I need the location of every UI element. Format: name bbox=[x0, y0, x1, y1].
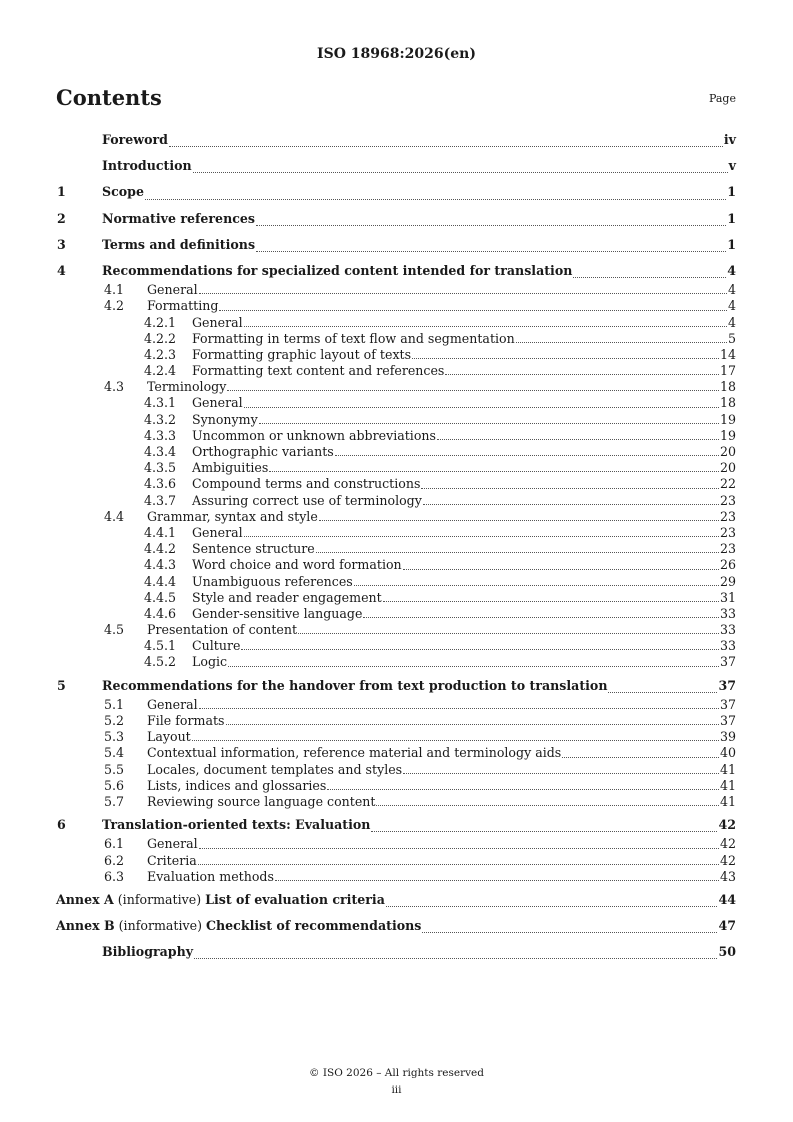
toc-entry-title: Criteria bbox=[147, 852, 197, 868]
annex-title: List of evaluation criteria bbox=[205, 891, 385, 907]
toc-entry-page: 23 bbox=[719, 541, 736, 557]
toc-entry-page: 42 bbox=[718, 817, 736, 833]
toc-entry-number: 4.3.6 bbox=[144, 476, 177, 492]
toc-entry-page: 41 bbox=[719, 777, 736, 793]
toc-entry-title bbox=[56, 888, 385, 911]
toc-dot-leader bbox=[319, 509, 719, 521]
toc-entry-title bbox=[56, 914, 421, 937]
toc-entry-page: 4 bbox=[727, 314, 736, 330]
toc-entry-title: Sentence structure bbox=[192, 541, 315, 557]
toc-dot-leader bbox=[383, 590, 719, 602]
annex-label: Annex B bbox=[56, 918, 115, 934]
toc-dot-leader bbox=[573, 259, 726, 278]
toc-entry-page: 20 bbox=[719, 460, 736, 476]
toc-dot-leader bbox=[327, 778, 719, 790]
toc-entry[interactable] bbox=[56, 778, 736, 794]
toc-entry[interactable] bbox=[56, 541, 736, 557]
toc-entry-title: Presentation of content bbox=[147, 622, 298, 638]
toc-entry-number: 4.2.1 bbox=[144, 314, 177, 330]
toc-entry-page: 23 bbox=[719, 492, 736, 508]
toc-entry-number: 1 bbox=[57, 184, 66, 200]
toc-entry[interactable] bbox=[56, 509, 736, 525]
toc-dot-leader bbox=[437, 428, 719, 440]
toc-entry-page: 1 bbox=[727, 184, 736, 200]
toc-entry-title: Synonymy bbox=[192, 411, 258, 427]
toc-dot-leader bbox=[256, 233, 726, 252]
toc-entry-page: 20 bbox=[719, 444, 736, 459]
toc-entry[interactable] bbox=[56, 674, 736, 697]
toc-entry-number: 4.1 bbox=[104, 282, 125, 298]
toc-entry-number: 4.3.5 bbox=[144, 460, 177, 476]
toc-entry[interactable] bbox=[56, 713, 736, 729]
toc-dot-leader bbox=[445, 363, 719, 375]
toc-entry-number: 4.4.6 bbox=[144, 605, 177, 621]
toc-dot-leader bbox=[275, 869, 719, 881]
page-column-label: Page bbox=[708, 92, 736, 105]
toc-entry[interactable] bbox=[56, 379, 736, 395]
toc-entry-title: Formatting bbox=[147, 298, 219, 314]
toc-entry-number: 5.7 bbox=[104, 793, 125, 809]
toc-entry-page: 18 bbox=[719, 379, 736, 395]
toc-entry-page: 19 bbox=[719, 427, 736, 443]
toc-entry-title: Formatting in terms of text flow and segmentation bbox=[192, 330, 515, 346]
toc-entry-page: 37 bbox=[718, 677, 736, 693]
toc-dot-leader bbox=[226, 713, 719, 725]
toc-dot-leader bbox=[376, 794, 718, 806]
toc-entry-page: 37 bbox=[719, 654, 736, 670]
toc-dot-leader bbox=[145, 180, 726, 199]
toc-dot-leader bbox=[193, 154, 728, 173]
toc-entry[interactable] bbox=[56, 940, 736, 963]
toc-entry-number: 4.3.4 bbox=[144, 444, 177, 459]
toc-entry[interactable] bbox=[56, 654, 736, 670]
toc-entry-page: 40 bbox=[719, 745, 736, 761]
toc-dot-leader bbox=[199, 282, 727, 294]
toc-entry-number: 6.2 bbox=[104, 852, 125, 868]
toc-entry-title: Layout bbox=[147, 729, 191, 745]
toc-entry[interactable] bbox=[56, 154, 736, 177]
toc-entry-page: 5 bbox=[727, 330, 736, 346]
toc-entry-number: 4.2.2 bbox=[144, 330, 177, 346]
toc-entry[interactable] bbox=[56, 128, 736, 151]
toc-entry[interactable] bbox=[56, 590, 736, 606]
toc-entry-title: Introduction bbox=[102, 158, 192, 174]
toc-entry[interactable] bbox=[56, 444, 736, 460]
toc-dot-leader bbox=[335, 444, 719, 456]
toc-entry-page: 17 bbox=[719, 363, 736, 379]
toc-entry[interactable] bbox=[56, 762, 736, 778]
toc-entry-number: 4.4.5 bbox=[144, 589, 177, 605]
toc-entry-number: 2 bbox=[57, 210, 66, 226]
toc-entry[interactable] bbox=[56, 622, 736, 638]
toc-entry-number: 3 bbox=[57, 236, 66, 252]
toc-entry-title: Logic bbox=[192, 654, 228, 670]
toc-entry[interactable] bbox=[56, 363, 736, 379]
toc-dot-leader bbox=[608, 674, 717, 693]
toc-entry[interactable] bbox=[56, 729, 736, 745]
toc-entry[interactable] bbox=[56, 395, 736, 411]
toc-entry[interactable] bbox=[56, 493, 736, 509]
toc-entry-page: 22 bbox=[719, 476, 736, 492]
toc-entry-title: Word choice and word formation bbox=[192, 557, 402, 573]
toc-entry-page: 18 bbox=[719, 395, 736, 411]
toc-dot-leader bbox=[244, 395, 719, 407]
toc-entry-number: 4 bbox=[57, 262, 66, 278]
toc-entry[interactable] bbox=[56, 460, 736, 476]
toc-entry-title: General bbox=[192, 395, 243, 411]
document-id: ISO 18968:2026(en) bbox=[317, 46, 476, 62]
toc-entry-title: Style and reader engagement bbox=[192, 589, 382, 605]
toc-dot-leader bbox=[169, 128, 723, 147]
toc-dot-leader bbox=[423, 493, 719, 505]
toc-dot-leader bbox=[298, 622, 719, 634]
toc-entry[interactable] bbox=[56, 745, 736, 761]
toc-entry-title: Uncommon or unknown abbreviations bbox=[192, 427, 436, 443]
toc-entry-number: 4.3.2 bbox=[144, 411, 177, 427]
toc-entry-title: Translation-oriented texts: Evaluation bbox=[102, 817, 371, 833]
toc-entry-page: 42 bbox=[719, 852, 736, 868]
toc-entry-page: 4 bbox=[727, 282, 736, 298]
toc-entry-title: Orthographic variants bbox=[192, 444, 334, 459]
toc-entry-number: 6.1 bbox=[104, 836, 125, 852]
toc-entry-page: 50 bbox=[718, 944, 736, 960]
toc-entry-number: 6.3 bbox=[104, 868, 125, 884]
toc-entry-title: Formatting graphic layout of texts bbox=[192, 346, 412, 362]
toc-entry-number: 4.4.2 bbox=[144, 541, 177, 557]
toc-entry-title: General bbox=[147, 282, 198, 298]
toc-entry-title: Scope bbox=[102, 184, 144, 200]
toc-entry-number: 4.5 bbox=[104, 622, 125, 638]
toc-entry-number: 4.4.1 bbox=[144, 524, 177, 540]
toc-entry[interactable] bbox=[56, 428, 736, 444]
toc-entry[interactable] bbox=[56, 180, 736, 203]
toc-entry[interactable] bbox=[56, 574, 736, 590]
toc-entry-title: Unambiguous references bbox=[192, 573, 353, 589]
toc-entry[interactable] bbox=[56, 207, 736, 230]
toc-entry-page: 47 bbox=[718, 918, 736, 934]
toc-entry-page: 19 bbox=[719, 411, 736, 427]
toc-entry-page: 14 bbox=[719, 346, 736, 362]
toc-entry-number: 4.2.3 bbox=[144, 346, 177, 362]
toc-entry-title: General bbox=[147, 836, 198, 852]
toc-entry-title: Terminology bbox=[147, 379, 227, 395]
toc-dot-leader bbox=[363, 606, 719, 618]
annex-informative-label: (informative) bbox=[114, 918, 206, 934]
toc-entry-number: 4.5.1 bbox=[144, 638, 177, 654]
toc-entry-page: 26 bbox=[719, 557, 736, 573]
toc-entry-title: Foreword bbox=[102, 132, 168, 147]
toc-entry-title: Reviewing source language content bbox=[147, 793, 376, 809]
toc-entry-page: 33 bbox=[719, 605, 736, 621]
toc-entry-title: Terms and definitions bbox=[102, 236, 256, 252]
toc-entry-title: Gender-sensitive language bbox=[192, 605, 363, 621]
toc-dot-leader bbox=[244, 525, 719, 537]
toc-entry[interactable] bbox=[56, 888, 736, 911]
annex-title: Checklist of recommendations bbox=[205, 918, 422, 934]
toc-entry-title: Ambiguities bbox=[192, 460, 269, 476]
toc-entry-number: 5.1 bbox=[104, 696, 125, 712]
toc-entry-page: 41 bbox=[719, 793, 736, 809]
toc-entry-title: Evaluation methods bbox=[147, 868, 274, 884]
toc-dot-leader bbox=[192, 729, 719, 741]
toc-entry[interactable] bbox=[56, 853, 736, 869]
toc-entry-page: 4 bbox=[727, 298, 736, 314]
toc-entry[interactable] bbox=[56, 794, 736, 810]
toc-entry-number: 4.3.3 bbox=[144, 427, 177, 443]
toc-dot-leader bbox=[386, 888, 718, 907]
toc-entry-title: Assuring correct use of terminology bbox=[192, 492, 422, 508]
toc-entry[interactable] bbox=[56, 525, 736, 541]
toc-entry-page: 37 bbox=[719, 713, 736, 728]
toc-dot-leader bbox=[194, 940, 717, 959]
toc-entry-page: iv bbox=[723, 132, 736, 147]
toc-entry[interactable] bbox=[56, 476, 736, 492]
toc-entry-title: Culture bbox=[192, 638, 241, 654]
toc-dot-leader bbox=[403, 762, 719, 774]
toc-entry-title: General bbox=[192, 524, 243, 540]
toc-entry-title: Locales, document templates and styles bbox=[147, 761, 403, 777]
toc-dot-leader bbox=[562, 745, 719, 757]
toc-entry-page: 41 bbox=[719, 761, 736, 777]
toc-entry[interactable] bbox=[56, 557, 736, 573]
toc-entry-page: 31 bbox=[719, 589, 736, 605]
toc-entry[interactable] bbox=[56, 347, 736, 363]
toc-entry-title: Lists, indices and glossaries bbox=[147, 777, 327, 793]
toc-dot-leader bbox=[403, 557, 719, 569]
toc-entry-number: 4.3 bbox=[104, 379, 125, 395]
toc-dot-leader bbox=[516, 331, 727, 343]
toc-dot-leader bbox=[244, 315, 727, 327]
toc-entry-title: Recommendations for the handover from text production to translation bbox=[102, 677, 608, 693]
toc-entry[interactable] bbox=[56, 606, 736, 622]
toc-entry[interactable] bbox=[56, 282, 736, 298]
toc-entry[interactable] bbox=[56, 869, 736, 885]
toc-entry-page: 1 bbox=[727, 236, 736, 252]
toc-entry[interactable] bbox=[56, 259, 736, 282]
toc-entry-number: 5.3 bbox=[104, 729, 125, 745]
toc-entry-number: 4.2 bbox=[104, 298, 125, 314]
toc-entry-number: 4.2.4 bbox=[144, 363, 177, 379]
toc-dot-leader bbox=[199, 697, 719, 709]
toc-entry-title: Compound terms and constructions bbox=[192, 476, 421, 492]
toc-entry-page: 33 bbox=[719, 638, 736, 654]
toc-dot-leader bbox=[259, 412, 719, 424]
toc-dot-leader bbox=[198, 853, 719, 865]
toc-entry-title: File formats bbox=[147, 713, 225, 728]
toc-entry-page: 43 bbox=[719, 868, 736, 884]
toc-dot-leader bbox=[354, 574, 719, 586]
toc-entry-number: 4.3.7 bbox=[144, 492, 177, 508]
toc-dot-leader bbox=[219, 298, 727, 310]
toc-entry-page: 4 bbox=[727, 262, 736, 278]
toc-entry-page: 23 bbox=[719, 508, 736, 524]
toc-entry-number: 4.4.4 bbox=[144, 573, 177, 589]
toc-entry-number: 5.5 bbox=[104, 761, 125, 777]
toc-entry-page: 1 bbox=[727, 210, 736, 226]
toc-entry[interactable] bbox=[56, 638, 736, 654]
toc-dot-leader bbox=[412, 347, 719, 359]
annex-informative-label: (informative) bbox=[113, 891, 206, 907]
toc-entry-title: Formatting text content and references bbox=[192, 363, 445, 379]
toc-entry-page: 23 bbox=[719, 524, 736, 540]
toc-entry[interactable] bbox=[56, 233, 736, 256]
toc-entry-title: Grammar, syntax and style bbox=[147, 508, 318, 524]
toc-entry-title: General bbox=[147, 696, 198, 712]
footer-page-number: iii bbox=[391, 1084, 402, 1096]
toc-entry[interactable] bbox=[56, 315, 736, 331]
toc-entry-title: Normative references bbox=[102, 210, 256, 226]
toc-dot-leader bbox=[421, 476, 719, 488]
toc-entry-page: 33 bbox=[719, 622, 736, 638]
toc-entry[interactable] bbox=[56, 697, 736, 713]
toc-entry-page: 42 bbox=[719, 836, 736, 852]
toc-entry-number: 5 bbox=[57, 677, 66, 693]
toc-entry-page: 29 bbox=[719, 573, 736, 589]
toc-entry[interactable] bbox=[56, 331, 736, 347]
toc-entry-title: Bibliography bbox=[102, 944, 194, 960]
toc-dot-leader bbox=[227, 379, 719, 391]
toc-dot-leader bbox=[422, 914, 717, 933]
toc-entry-number: 5.2 bbox=[104, 713, 125, 728]
toc-entry-number: 4.3.1 bbox=[144, 395, 177, 411]
toc-entry[interactable] bbox=[56, 412, 736, 428]
toc-dot-leader bbox=[269, 460, 719, 472]
toc-entry-number: 4.4 bbox=[104, 508, 125, 524]
toc-entry[interactable] bbox=[56, 813, 736, 836]
toc-entry-number: 5.4 bbox=[104, 745, 125, 761]
toc-dot-leader bbox=[199, 836, 719, 848]
toc-dot-leader bbox=[228, 654, 719, 666]
toc-entry-number: 4.5.2 bbox=[144, 654, 177, 670]
toc-entry[interactable] bbox=[56, 298, 736, 314]
toc-entry-title: Recommendations for specialized content intended for translation bbox=[102, 262, 573, 278]
toc-entry-page: 44 bbox=[718, 891, 736, 907]
toc-entry-number: 5.6 bbox=[104, 777, 125, 793]
toc-entry-title: General bbox=[192, 314, 243, 330]
table-of-contents bbox=[56, 128, 736, 963]
toc-entry-number: 6 bbox=[57, 817, 66, 833]
toc-entry-title: Contextual information, reference material and terminology aids bbox=[147, 745, 562, 761]
annex-label: Annex A bbox=[56, 891, 114, 907]
toc-entry-page: 37 bbox=[719, 696, 736, 712]
toc-dot-leader bbox=[256, 207, 726, 226]
toc-dot-leader bbox=[371, 813, 717, 832]
toc-entry-page: v bbox=[728, 158, 736, 174]
toc-dot-leader bbox=[241, 638, 719, 650]
toc-dot-leader bbox=[316, 541, 719, 553]
toc-entry-number: 4.4.3 bbox=[144, 557, 177, 573]
contents-title: Contents bbox=[56, 85, 162, 110]
footer-copyright: © ISO 2026 – All rights reserved bbox=[309, 1067, 484, 1079]
toc-entry-page: 39 bbox=[719, 729, 736, 745]
toc-entry[interactable] bbox=[56, 914, 736, 937]
toc-entry[interactable] bbox=[56, 836, 736, 852]
